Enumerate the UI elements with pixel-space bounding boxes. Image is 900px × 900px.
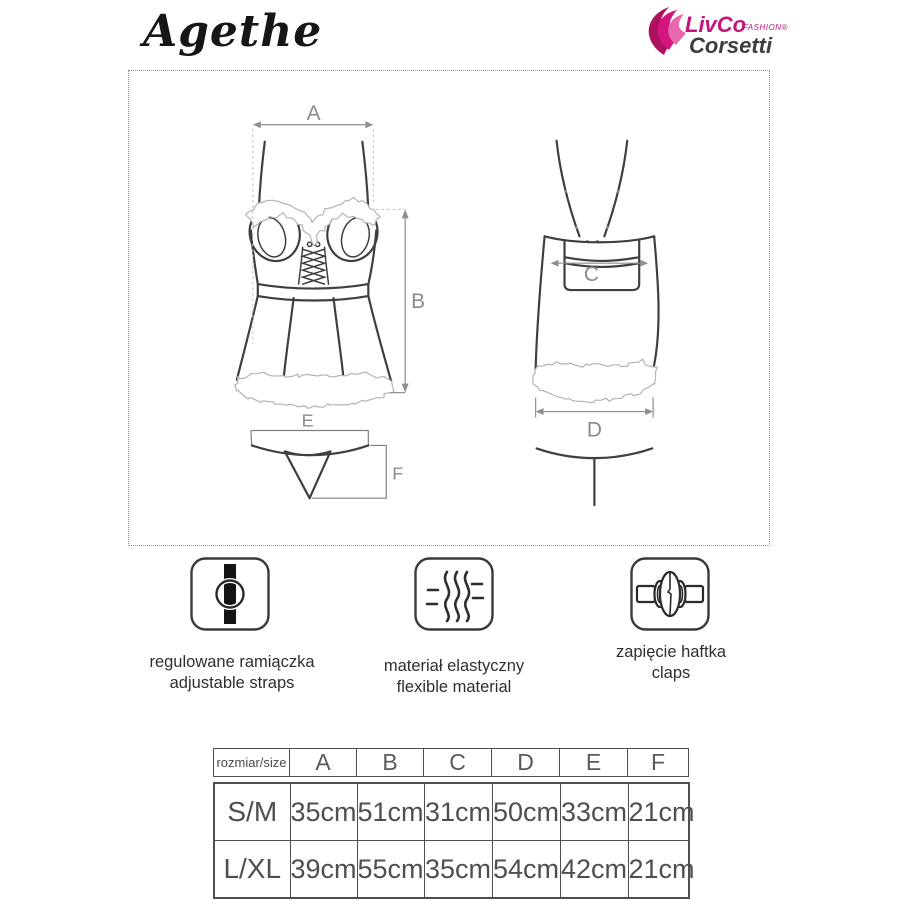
header-cell-b: B: [357, 749, 424, 777]
measurement-label-f: F: [392, 463, 404, 484]
row-label: L/XL: [214, 841, 290, 899]
measurement-label-a: A: [306, 101, 321, 125]
feature-line-en: adjustable straps: [169, 674, 295, 692]
table-header-row: [214, 749, 689, 777]
feature-line-en: claps: [651, 664, 691, 682]
header-cell-c: C: [424, 749, 492, 777]
measurement-label-c: C: [583, 263, 599, 287]
measurement-b: [376, 209, 425, 392]
measurement-label-b: B: [411, 290, 426, 313]
row-label: S/M: [214, 783, 290, 841]
measurement-label-d: D: [586, 418, 602, 442]
cell-value: 31cm: [424, 783, 492, 841]
size-table: [213, 748, 695, 899]
cell-value: 33cm: [560, 783, 628, 841]
measurement-label-e: E: [301, 410, 314, 431]
feature-line-en: flexible material: [396, 678, 512, 696]
cell-value: 54cm: [492, 841, 560, 899]
garment-measurement-diagram: [129, 71, 769, 545]
clasp-icon: [630, 557, 710, 631]
product-title: Agethe: [143, 6, 323, 57]
cell-value: 21cm: [628, 783, 689, 841]
diagram-frame: [128, 70, 770, 546]
flexible-material-icon: [414, 557, 494, 631]
header-cell-rozmiar-size: rozmiar/size: [214, 749, 290, 777]
header-cell-a: A: [290, 749, 357, 777]
fur-hem-back: [533, 359, 657, 402]
cell-value: 21cm: [628, 841, 689, 899]
thong-front-view: [251, 430, 369, 498]
adjustable-straps-icon: [190, 557, 270, 631]
measurement-d: [536, 398, 654, 442]
logo-brand-bottom: Corsetti: [689, 33, 773, 58]
header-cell-f: F: [628, 749, 689, 777]
size-table-header: [213, 748, 688, 777]
brand-logo: [638, 4, 798, 60]
table-row-sm: [214, 783, 689, 841]
fur-collar-front: [246, 197, 381, 245]
garment-front-view: [235, 142, 394, 409]
feature-line-pl: zapięcie haftka: [615, 643, 727, 661]
logo-swoosh-icon: [649, 7, 686, 55]
header-cell-d: D: [492, 749, 560, 777]
table-row-lxl: [214, 841, 689, 899]
fur-hem-front: [235, 372, 394, 409]
logo-brand-top: LivCo: [685, 12, 747, 37]
cell-value: 51cm: [357, 783, 424, 841]
feature-caption-clasp: [531, 642, 811, 684]
cell-value: 50cm: [492, 783, 560, 841]
size-table-body: [213, 782, 695, 899]
measurement-e: [302, 411, 314, 431]
header-cell-e: E: [560, 749, 628, 777]
logo-fashion-label: FASHION®: [743, 23, 788, 32]
cell-value: 55cm: [357, 841, 424, 899]
cell-value: 35cm: [424, 841, 492, 899]
cell-value: 35cm: [290, 783, 357, 841]
feature-line-pl: regulowane ramiączka: [149, 653, 315, 671]
garment-back-view: [533, 141, 659, 505]
feature-line-pl: materiał elastyczny: [383, 657, 525, 675]
cell-value: 39cm: [290, 841, 357, 899]
cell-value: 42cm: [560, 841, 628, 899]
